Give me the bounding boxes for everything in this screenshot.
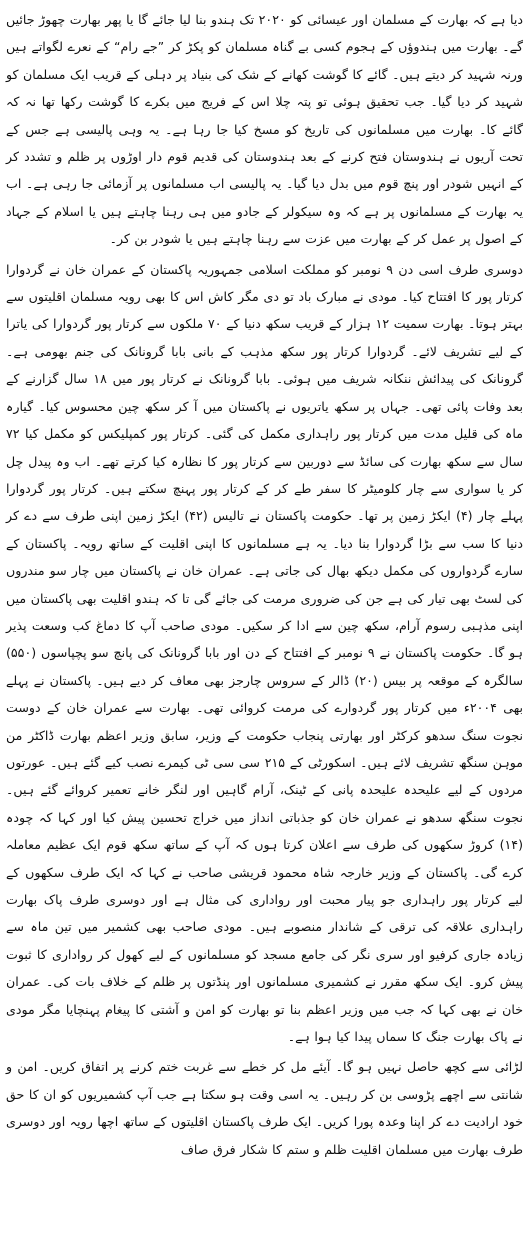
article-paragraph-3: لڑائی سے کچھ حاصل نہیں ہو گا۔ آیئے مل کر خطے سے غربت ختم کرنے پر اتفاق کریں۔ امن و شانتی سے اچھے پڑوسی بن کر رہیں۔ یہ اسی وقت ہو سکتا ہے جب آپ کشمیریوں کو ان کا حق خود ارادیت دے کر اپنا وعدہ پورا کریں۔ ایک طرف پاکستان اقلیتوں کے ساتھ اچھا رویہ اور دوسری طرف بھارت میں مسلمان اقلیت ظلم و ستم کا شکار فرق صاف — [6, 1059, 523, 1157]
article-paragraph-1: دیا ہے کہ بھارت کے مسلمان اور عیسائی کو ۲۰۲۰ تک ہندو بنا لیا جائے گا یا پھر بھارت چھوڑ جائیں گے۔ بھارت میں ہندوؤں کے ہجوم کسی بے گناہ مسلمان کو پکڑ کر ”جے رام“ کے نعرے لگواتے ہیں ورنہ شہید کر دیتے ہیں۔ گائے کا گوشت کھانے کے شک کی بنیاد پر دہلی کے قریب ایک مسلمان کو شہید کر دیا گیا۔ جب تحقیق ہوئی تو پتہ چلا اس کے فریج میں بکرے کا گوشت رکھا تھا نہ کہ گائے کا۔ بھارت میں مسلمانوں کی تاریخ کو مسخ کیا جا رہا ہے۔ یہ وہی پالیسی ہے جس کے تحت آریوں نے ہندوستان فتح کرنے کے بعد ہندوستان کی قدیم قوم دار اوڑوں پر ظلم و تشدد کر کے انہیں شودر اور پنچ قوم میں بدل دیا گیا۔ یہ پالیسی اب مسلمانوں پر آزمائی جا رہی ہے۔ اب یہ بھارت کے مسلمانوں پر ہے کہ وہ سیکولر کے جادو میں ہی رہنا چاہتے ہیں یا اسلام کے جہاد کے اصول پر عمل کر کے بھارت میں عزت سے رہنا چاہتے ہیں یا شودر بن کر۔ — [6, 12, 523, 247]
article-paragraph-2: دوسری طرف اسی دن ۹ نومبر کو مملکت اسلامی جمہوریہ پاکستان کے عمران خان نے گردوارا کرتار پور کا افتتاح کیا۔ مودی نے مبارک باد تو دی مگر کاش اس کا بھی رویہ مسلمان اقلیتوں سے بہتر ہوتا۔ بھارت سمیت ۱۲ ہزار کے قریب سکھ دنیا کے ۷۰ ملکوں سے کرتار پور گردوارا کی یاترا کے لیے تشریف لائے۔ گردوارا کرتار پور سکھ مذہب کے بانی بابا گرونانک کی جنم بھومی ہے۔ گرونانک کی پیدائش ننکانہ شریف میں ہوئی۔ بابا گرونانک نے کرتار پور میں ۱۸ سال گزارنے کے بعد وفات پائی تھی۔ جہاں پر سکھ یاتریوں نے پاکستان میں آ کر سکھ چین محسوس کیا۔ گیارہ ماہ کی قلیل مدت میں کرتار پور راہداری مکمل کی گئی۔ کرتار پور کمپلیکس کو مکمل کیا ۷۲ سال سے سکھ بھارت کی سائڈ سے دوربین سے کرتار پور کا نظارہ کیا کرتے تھے۔ اب وہ پیدل چل کر یا سواری سے چار کلومیٹر کا سفر طے کر کے کرتار پور پہنچ سکتے ہیں۔ کرتار پور گردوارا پہلے چار (۴) ایکڑ زمین پر تھا۔ حکومت پاکستان نے تالیس (۴۲) ایکڑ زمین اپنی طرف سے دے کر دنیا کا سب سے بڑا گردوارا بنا دیا۔ یہ ہے مسلمانوں کا اپنی اقلیت کے ساتھ رویہ۔ پاکستان کے سارے گردواروں کی مکمل دیکھ بھال کی جاتی ہے۔ عمران خان نے پاکستان میں چار سو مندروں کی لسٹ بھی تیار کی ہے جن کی ضروری مرمت کی جائے گی تا کہ ہندو اقلیت بھی پاکستان میں اپنی مذہبی رسوم آرام، سکھ چین سے ادا کر سکیں۔ مودی صاحب آپ کا دماغ کب وسعت پذیر ہو گا۔ حکومت پاکستان نے ۹ نومبر کے افتتاح کے دن اور بابا گرونانک کی پانچ سو پچپاسوں (۵۵۰) سالگرہ کے موقعہ پر بیس (۲۰) ڈالر کے سروس چارجز بھی معاف کر دیے ہیں۔ پاکستان نے پہلے بھی ۲۰۰۴ء میں کرتار پور گردوارے کی مرمت کروائی تھی۔ بھارت سے عمران خان کے دوست نجوت سنگ سدھو کرکٹر اور بھارتی پنجاب حکومت کے وزیر، سابق وزیر اعظم بھارت ڈاکٹر من موہن سنگھ تشریف لائے ہیں۔ اسکورٹی کے ۲۱۵ سی سی ٹی کیمرے نصب کیے گئے ہیں۔ عورتوں مردوں کے لیے علیحدہ علیحدہ پانی کے ٹینک، آرام گاہیں اور لنگر خانے تعمیر کروائے گئے ہیں۔ نجوت سنگھ سدھو نے عمران خان کو جذباتی انداز میں خراج تحسین پیش کیا اور کہا کہ چودہ (۱۴) کروڑ سکھوں کی طرف سے اعلان کرتا ہوں کہ آپ کے ساتھ سکھ قوم ایک عظیم معاملہ کرے گی۔ پاکستان کے وزیر خارجہ شاہ محمود قریشی صاحب نے کہا کہ ایک طرف سکھوں کے لیے کرتار پور راہداری جو پیار محبت اور رواداری کی مثال ہے اور دوسری طرف پاک بھارت راہداری علاقہ کی ترقی کے شاندار منصوبے ہیں۔ مودی صاحب بھی کشمیر میں تین ماہ سے زیادہ جاری کرفیو اور سری نگر کی جامع مسجد کو مسلمانوں کے لیے کھول کر رواداری کا ثبوت پیش کرو۔ ایک سکھ مقرر نے کشمیری مسلمانوں اور پنڈتوں پر ظلم کے خلاف بات کی۔ عمران خان نے بھی کہا کہ جب میں وزیر اعظم بنا تو بھارت کو امن و آشتی کا پیغام پہنچایا مگر مودی نے پاک بھارت جنگ کا سماں پیدا کیا ہوا ہے۔ — [6, 261, 524, 1045]
